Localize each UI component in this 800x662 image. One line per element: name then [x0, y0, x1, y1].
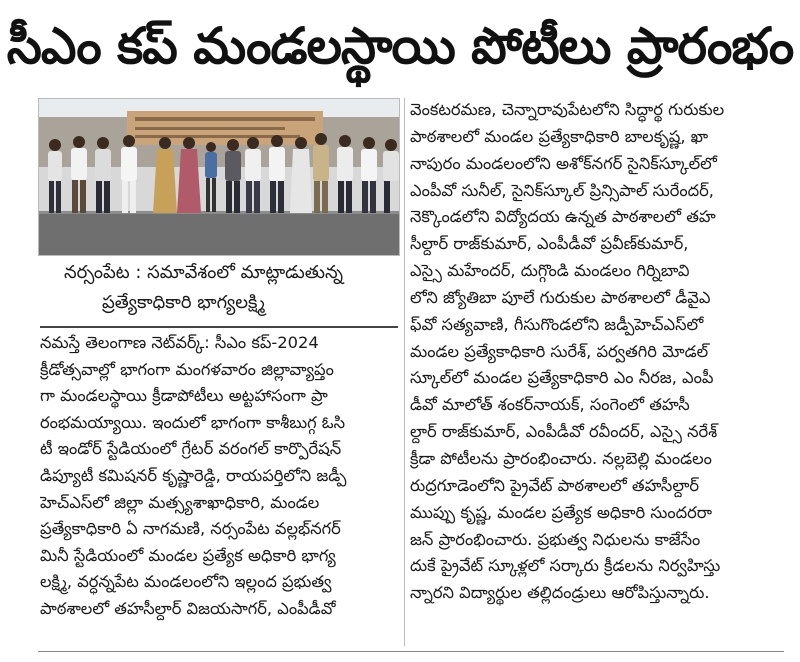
article-line: రుద్రగూడెంలోని ప్రైవేట్ పాఠశాలలో తహసీల్దార్ — [410, 475, 700, 495]
caption-line: నర్సంపేట : సమావేశంలో మాట్లాడుతున్న — [64, 262, 343, 283]
news-photo — [38, 98, 400, 256]
article-line: ల్దార్ రాజ్‌కుమార్, ఎంపీడీవో రవీందర్, ఎస్సై నరేశ్ — [410, 422, 718, 442]
article-line: రంభమయ్యాయి. ఇందులో భాగంగా కాశీబుగ్గ ఓసి — [40, 412, 346, 432]
article-line: ఎస్సై మహేందర్, దుగ్గొండి మండలం గిర్నిబావి — [410, 261, 690, 281]
article-line: డిప్యూటీ కమిషనర్ కృష్ణారెడ్డి, రాయపర్తిలోని జడ్పీ — [40, 465, 347, 485]
article-line: డీవో మాలోత్ శంకర్‌నాయక్, సంగెంలో తహసీ — [410, 395, 690, 415]
article-line: ఫ్‌వో సత్యవాణి, గీసుగొండలోని జడ్పీహెచ్‌ఎస్‌లో — [410, 314, 704, 334]
column-divider — [404, 98, 405, 646]
article-line: లోని జ్యోతిబా పూలే గురుకుల పాఠశాలలో డీవైఎ — [410, 287, 711, 307]
article-line: స్కూల్‌లో మండల ప్రత్యేకాధికారి ఎం నీరజ, ఎంపీ — [410, 368, 714, 388]
photo-caption — [42, 258, 398, 324]
group-photo-illustration — [39, 99, 399, 255]
article-line: హెచ్‌ఎస్‌లో జిల్లా మత్స్యశాఖాధికారి, మండల — [40, 492, 320, 512]
article-line: సీల్దార్ రాజ్‌కుమార్, ఎంపీడీవో ప్రవీణ్‌కుమార్, — [410, 234, 689, 254]
article-line: మినీ స్టేడియంలో మండల ప్రత్యేక అధికారి భాగ్య — [40, 545, 336, 565]
article-line: వెంకటరమణ, చెన్నారావుపేటలోని సిద్ధార్థ గురుకుల — [410, 100, 725, 119]
article-line: దుకే ప్రైవేట్ స్కూళ్లలో సర్కారు క్రీడలను నిర్వహిస్తు — [410, 556, 721, 576]
photo-ground — [39, 211, 399, 255]
article-line: పాఠశాలలో మండల ప్రత్యేకాధికారి బాలకృష్ణ, ఖా — [410, 126, 709, 146]
article-line: మండల ప్రత్యేకాధికారి సురేశ్, పర్వతగిరి మోడల్ — [410, 341, 709, 361]
article-column-left — [40, 330, 400, 623]
article-line: ప్రత్యేకాధికారి ఏ నాగమణి, నర్సంపేట వల్లభ్‌నగర్ — [40, 519, 341, 539]
article-line: పాఠశాలలో తహసీల్దార్ విజయసాగర్, ఎంపీడీవో — [40, 598, 336, 618]
caption-line: ప్రత్యేకాధికారి భాగ్యలక్ష్మి — [102, 292, 265, 313]
article-line: నెక్కొండలోని విద్యోదయ ఉన్నత పాఠశాలలో తహ — [410, 207, 716, 227]
caption-divider — [40, 326, 398, 328]
article-line: నమస్తే తెలంగాణ నెట్‌వర్క్: సీఎం కప్-2024 — [40, 333, 319, 352]
article-line: నాపురం మండలంలోని అశోక్‌నగర్ సైనిక్‌స్కూల్‌లో — [410, 153, 717, 173]
article-line: టీ ఇండోర్ స్టేడియంలో గ్రేటర్ వరంగల్ కార్పొరేషన్ — [40, 439, 342, 459]
article-line: క్రీడోత్సవాల్లో భాగంగా మంగళవారం జిల్లావ్యాప్తం — [40, 359, 334, 379]
article-line: లక్ష్మి, వర్ధన్నపేట మండలంలోని ఇల్లంద ప్రభుత్వ — [40, 572, 332, 592]
article-line: గా మండలస్థాయి క్రీడాపోటీలు అట్టహాసంగా ప్రా — [40, 386, 328, 406]
article-line: న్నారని విద్యార్థుల తల్లిదండ్రులు ఆరోపిస్తున్నారు. — [410, 583, 710, 603]
article-line: ఎంపీవో సునీల్, సైనిక్‌స్కూల్ ప్రిన్సిపాల్ సురేందర్, — [410, 180, 714, 200]
article-line: జన్ ప్రారంభించారు. ప్రభుత్వ నిధులను కాజేసేం — [410, 529, 701, 549]
headline: సీఎం కప్ మండలస్థాయి పోటీలు ప్రారంభం — [6, 17, 794, 75]
bottom-rule — [38, 651, 784, 652]
article-line: ముప్పు కృష్ణ, మండల ప్రత్యేక అధికారి సుందరరా — [410, 502, 713, 522]
article-line: క్రీడా పోటీలను ప్రారంభించారు. నల్లబెల్లి మండలం — [410, 448, 712, 468]
article-column-right — [410, 97, 782, 607]
